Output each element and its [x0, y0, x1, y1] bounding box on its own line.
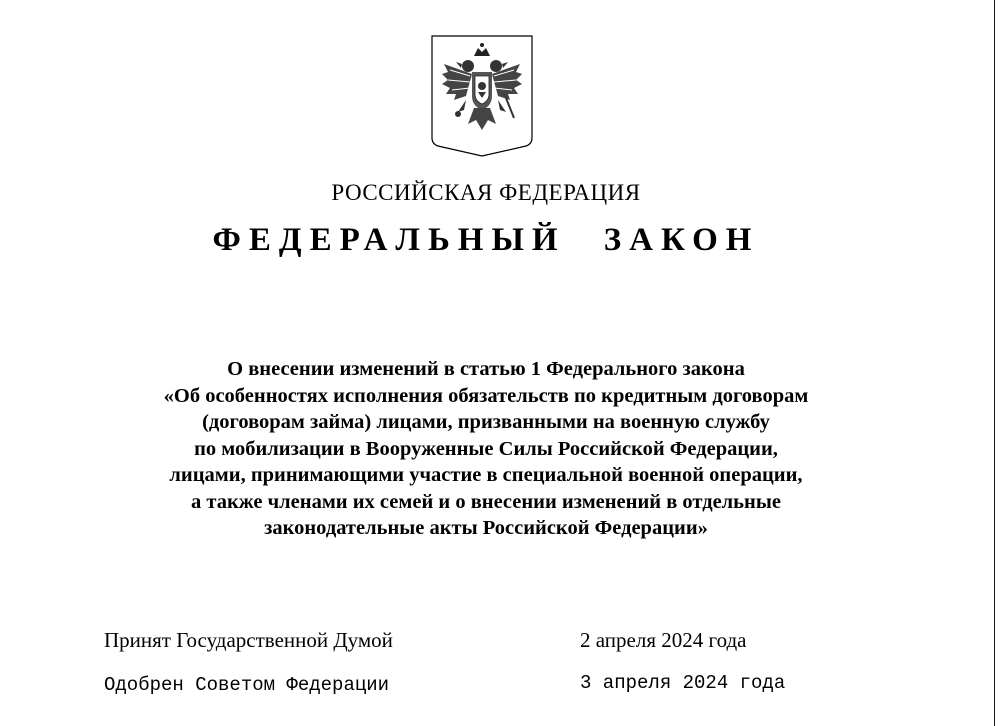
country-name: РОССИЙСКАЯ ФЕДЕРАЦИЯ: [331, 180, 641, 205]
duma-adoption-label: Принят Государственной Думой: [104, 628, 393, 652]
law-title: [60, 356, 912, 542]
law-title-line: лицами, принимающими участие в специальной военной операции,: [169, 464, 803, 486]
law-title-line: «Об особенностях исполнения обязательств по кредитным договорам: [163, 384, 809, 407]
council-approval-date: 3 апреля 2024 года: [580, 672, 786, 694]
law-title-line: (договорам займа) лицами, призванными на военную службу: [202, 411, 770, 433]
document-type: ФЕДЕРАЛЬНЫЙ ЗАКОН: [212, 222, 760, 258]
council-approval-label: Одобрен Советом Федерации: [104, 674, 390, 696]
coat-of-arms-emblem: [430, 34, 534, 158]
page-edge-line: [994, 0, 995, 726]
duma-adoption-date: 2 апреля 2024 года: [580, 628, 747, 652]
law-title-line: О внесении изменений в статью 1 Федерального закона: [227, 358, 745, 380]
law-title-line: законодательные акты Российской Федерации»: [264, 517, 708, 539]
law-title-line: а также членами их семей и о внесении изменений в отдельные: [191, 490, 781, 513]
law-title-line: по мобилизации в Вооруженные Силы Российской Федерации,: [194, 437, 778, 460]
